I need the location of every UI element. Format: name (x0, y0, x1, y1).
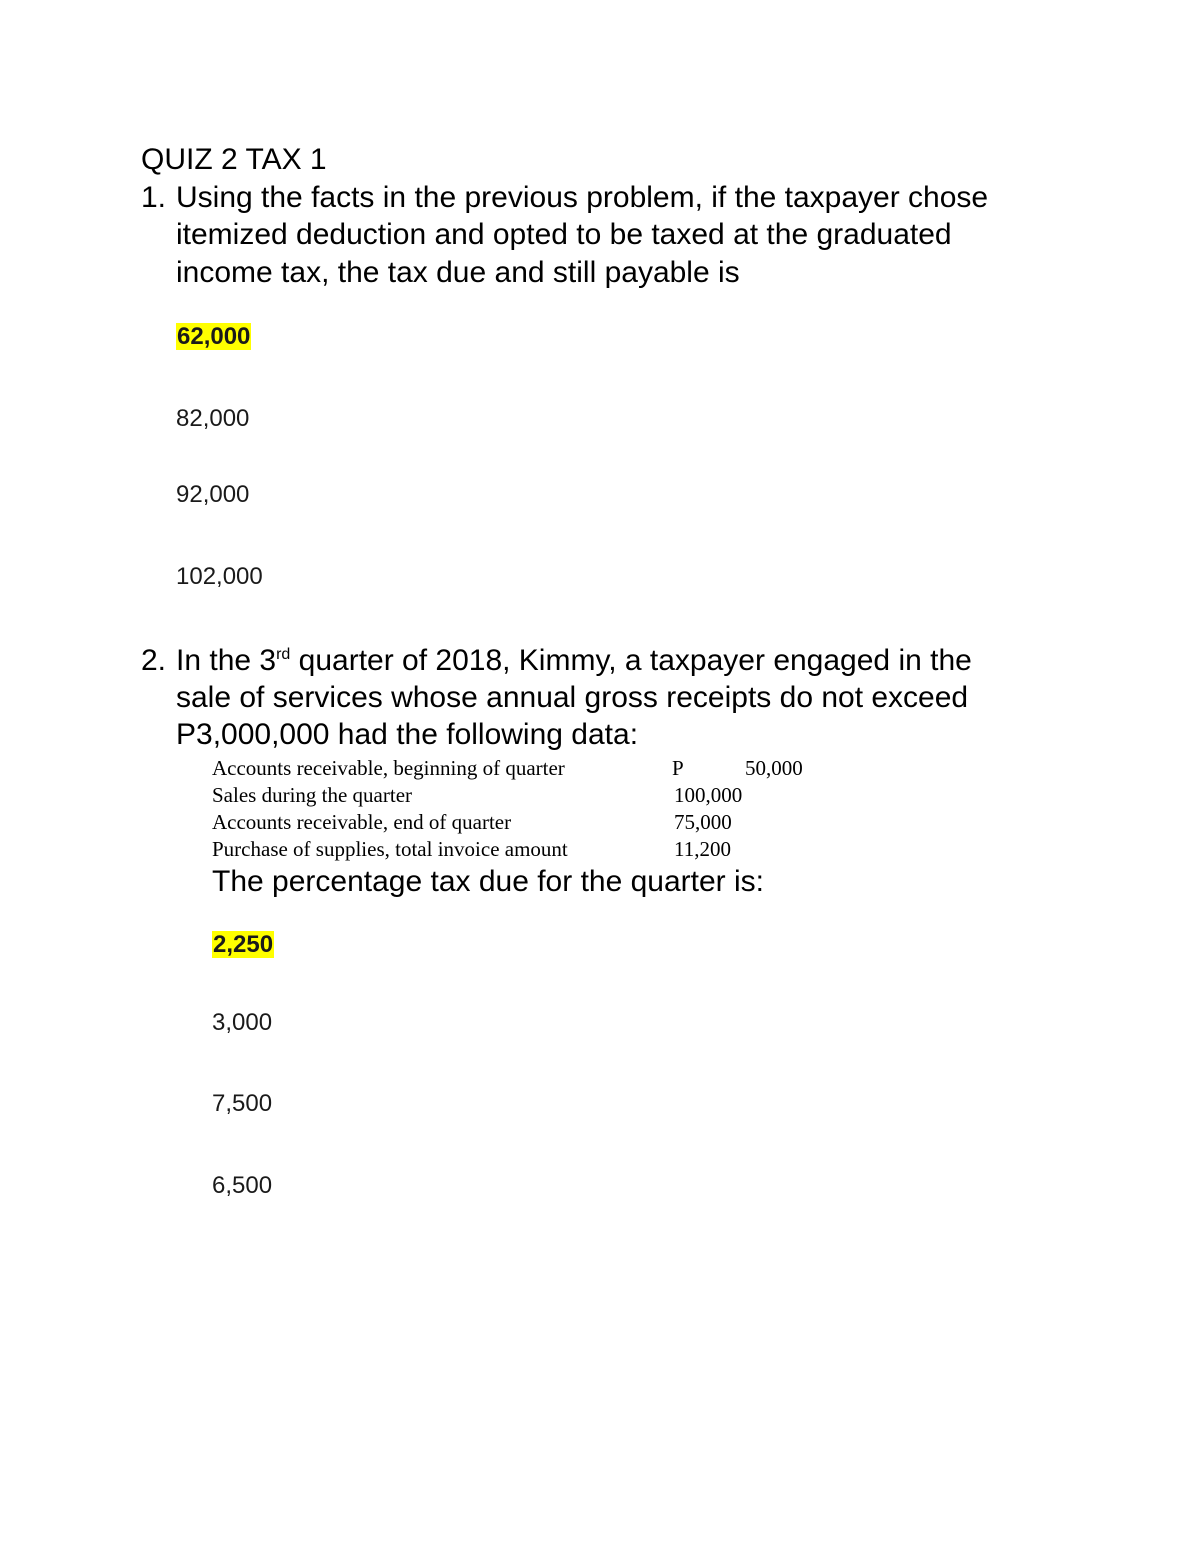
data-row-label: Accounts receivable, beginning of quarter (212, 756, 565, 780)
question-2-option-c[interactable]: 7,500 (212, 1090, 273, 1117)
quiz-title: QUIZ 2 TAX 1 (141, 143, 327, 176)
data-row-prefix: P (672, 756, 684, 780)
question-1-option-b[interactable]: 82,000 (176, 405, 250, 432)
question-1-number: 1. (141, 181, 167, 214)
data-row-label: Sales during the quarter (212, 783, 413, 807)
data-row-value: 75,000 (674, 810, 732, 834)
question-2-line-3: P3,000,000 had the following data: (176, 718, 639, 751)
question-2-prompt: The percentage tax due for the quarter is: (212, 865, 764, 898)
question-2-option-a[interactable] (212, 930, 274, 960)
question-1-option-d[interactable]: 102,000 (176, 563, 263, 590)
data-row-value: 50,000 (745, 756, 803, 780)
question-1-line-3: income tax, the tax due and still payable is (176, 256, 740, 289)
question-2-line-1: In the 3rd quarter of 2018, Kimmy, a taxpayer engaged in the (176, 644, 972, 677)
question-1-line-1: Using the facts in the previous problem, if the taxpayer chose (176, 181, 989, 214)
ordinal-superscript: rd (276, 646, 291, 663)
data-row-label: Purchase of supplies, total invoice amount (212, 837, 568, 861)
data-row-value: 11,200 (674, 837, 731, 861)
question-2-line-2: sale of services whose annual gross receipts do not exceed (176, 681, 969, 714)
question-2-option-b[interactable]: 3,000 (212, 1009, 273, 1036)
question-1-option-a[interactable] (176, 322, 251, 352)
question-1-answer-highlight: 62,000 (177, 323, 251, 350)
question-2-option-d[interactable]: 6,500 (212, 1172, 273, 1199)
question-1-option-c[interactable]: 92,000 (176, 481, 250, 508)
data-row-label: Accounts receivable, end of quarter (212, 810, 512, 834)
question-2-answer-highlight: 2,250 (213, 931, 274, 958)
data-row-value: 100,000 (674, 783, 743, 807)
question-1-line-2: itemized deduction and opted to be taxed at the graduated (176, 218, 952, 251)
question-2-number: 2. (141, 644, 167, 677)
